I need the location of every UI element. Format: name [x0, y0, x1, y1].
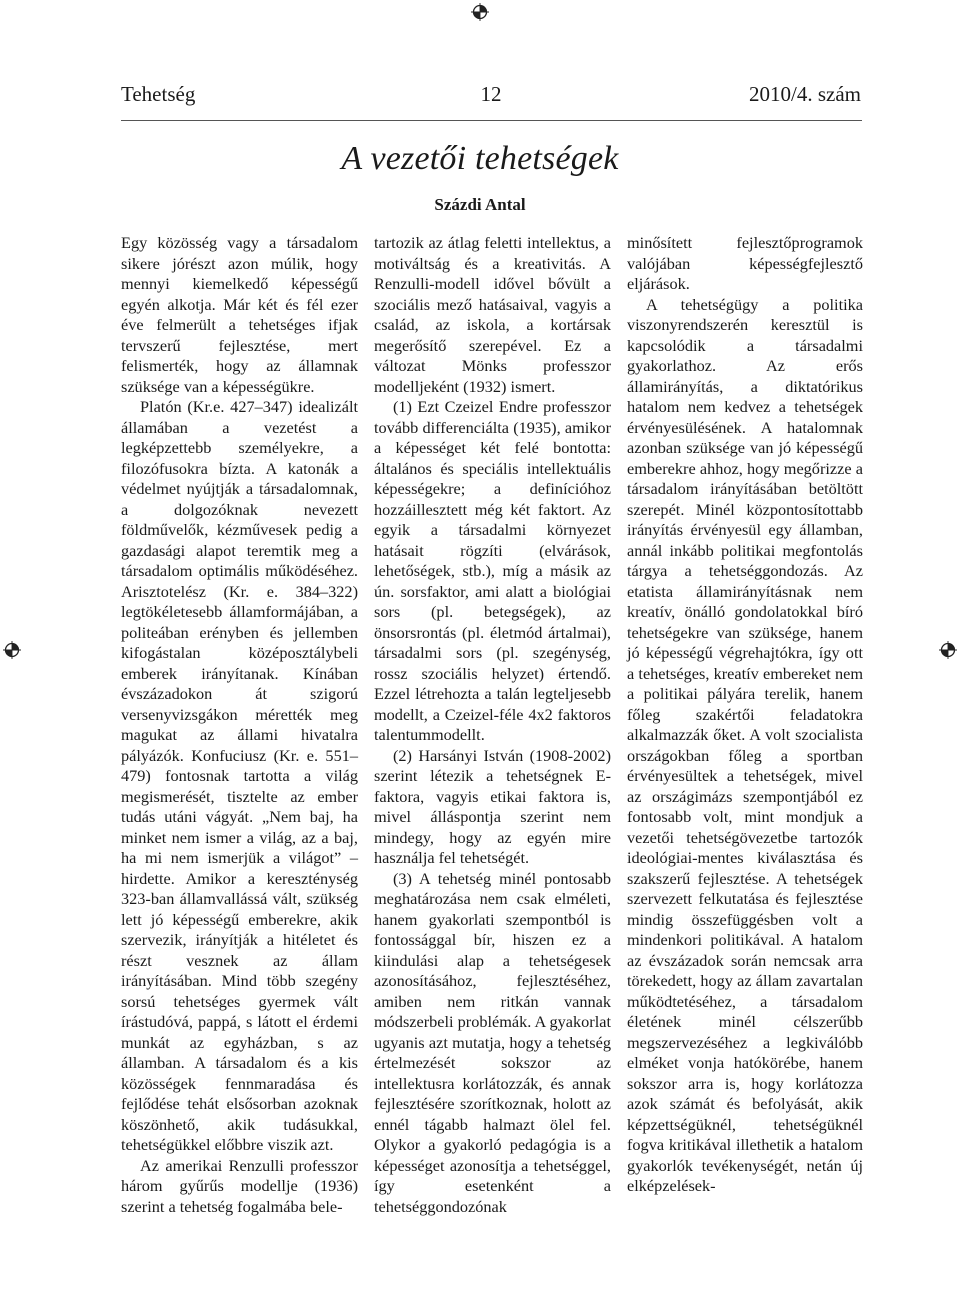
paragraph: Az amerikai Renzulli professzor három gyűrűs modellje (1936) szerint a tehetség fogalmába bele- — [121, 1155, 358, 1216]
header-rule — [121, 120, 862, 121]
registration-mark-icon — [939, 641, 957, 659]
paragraph: Platón (Kr.e. 427–347) idealizált államában a vezetést a legképzettebb személyekre, a filozófusokra bízta. A katonák a védelmet nyújtják a társadalomnak, a dolgozóknak nevezett földművelők, kézművesek pedig a gazdasági alapot teremtik meg a társadalom optimális működéséhez. Arisztotelész (Kr. e. 384–322) legtökéletesebb államformájában, a politeában erényben és jellemben kifogástalan középosztálybeli emberek irányítanak. Kínában évszázadokon át szigorú versenyvizsgákon mérették meg magukat az állami hivatalra pályázók. Konfuciusz (Kr. e. 551–479) fontosnak tartotta a világ megismerését, tisztelte az ember tudás utáni vágyát. „Nem baj, ha minket nem ismer a világ, az a baj, ha mi nem ismerjük a világot” – hirdette. Amikor a kereszténység 323-ban államvallássá vált, szükség lett jó képességű emberekre, akik szervezik, irányítják a hitéletet és részt vesznek az állam irányításában. Mind több szegény sorsú tehetséges gyermek vált írástudóvá, pappá, s látott el érdemi munkát az egyházban, s az államban. A társadalom és a kis közösségek fennmaradása és fejlődése tehát elsősorban azoknak köszönhető, akik tudásukkal, tehetségükkel előbbre viszik azt. — [121, 397, 358, 1154]
paragraph: (1) Ezt Czeizel Endre professzor tovább differenciálta (1935), amikor a képességet két felé bontotta: általános és speciális intellektuális képességekre; a definícióhoz hozzáillesztett még két faktort. Az egyik a társadalmi környezet hatásait rögzíti (elvárások, lehetőségek, stb.), míg a másik az ún. sorsfaktor, ami alatt a biológiai sors (pl. betegségek), az önsorsrontás (pl. életmód ártalmai), társadalmi sors (pl. szegénység, rossz szociális helyzet) értendő. Ezzel létrehozta a talán legteljesebb modellt, a Czeizel-féle 4x2 faktoros talentummodellt. — [374, 397, 611, 744]
paragraph: tartozik az átlag feletti intellektus, a motiváltság és a kreativitás. A Renzulli-modell idővel bővült a szociális mező hatásaival, vagyis a család, az iskola, a kortársak megerősítő szerepével. Ez a változat Mönks professzor modelljeként (1932) ismert. — [374, 233, 611, 396]
paragraph: minősített fejlesztőprogramok valójában képességfejlesztő eljárások. — [627, 233, 863, 293]
paragraph: A tehetségügy a politika viszonyrendszerén keresztül is kapcsolódik a társadalmi gyakorlathoz. Az erős államirányítás, a diktatórikus hatalom nem kedvez a tehetségek érvényesülésének. A hatalomnak azonban szüksége van jó képességű emberekre ahhoz, hogy megőrizze a társadalom irányításában betöltött szerepét. Minél központosítottabb irányítás érvényesül egy államban, annál inkább politikai megfontolás tárgya a tehetséggondozás. Az etatista államirányításnak nem kreatív, önálló gondolatokkal bíró tehetségekre van szüksége, hanem jó képességű végrehajtókra, így ott a tehetséges, kreatív embereket nem a politikai pályára terelik, hanem főleg szakértői feladatokra alkalmazzák őket. A volt szocialista országokban főleg a sportban érvényesültek a tehetségek, mivel az országimázs szempontjából ez fontosabb volt, mint mondjuk a vezetői tehetségövezetbe tartozók ideológiai-mentes kiválasztása és szakszerű fejlesztése. A tehetségek szervezett felkutatása és fejlesztése mindig összefüggésben volt a mindenkori politikával. A hatalom az évszázadok során nemcsak arra törekedett, hogy az állam zavartalan működtetéséhez, a társadalom életének minél célszerűbb megszervezéséhez a legkiválóbb elméket vonja hatókörébe, hanem sokszor arra is, hogy korlátozza azok számát és befolyását, akik képzettségüknél, tehetségüknél fogva kritikával illethetik a hatalom gyakorlók tevékenységét, netán új elképzelések- — [627, 294, 863, 1195]
journal-name: Tehetség — [121, 82, 196, 106]
text-column-1 — [121, 233, 358, 1217]
article-author: Százdi Antal — [434, 195, 526, 214]
paragraph: (2) Harsányi István (1908-2002) szerint létezik a tehetségnek E-faktora, vagyis etikai faktora is, mivel álláspontja szerint nem mindegy, hogy az egyén mire használja fel tehetségét. — [374, 745, 611, 867]
article-title: A vezetői tehetségek — [341, 140, 619, 177]
paragraph: (3) A tehetség minél pontosabb meghatározása nem csak elméleti, hanem gyakorlati szempontból is fontossággal bír, hiszen ez a kiindulási alap a tehetségesek azonosításához, fejlesztéséhez, amiben nem ritkán vannak módszerbeli problémák. A gyakorlat ugyanis azt mutatja, hogy a tehetség értelmezését sokszor az intellektusra korlátozzák, és annak fejlesztésére szorítkoznak, holott az ennél tágabb halmazt ölel fel. Olykor a gyakorló pedagógia is a képességet azonosítja a tehetséggel, így esetenként a tehetséggondozónak — [374, 868, 611, 1216]
text-column-3 — [627, 233, 863, 1197]
paragraph: Egy közösség vagy a társadalom sikere jórészt azon múlik, hogy mennyi kiemelkedő képességű egyén alkotja. Már két és fél ezer éve felmerült a tehetséges ifjak tervszerű fejlesztése, mert felismerték, hogy az államnak szüksége van a képességükre. — [121, 233, 358, 396]
registration-mark-icon — [471, 3, 489, 21]
registration-mark-icon — [3, 641, 21, 659]
text-column-2 — [374, 233, 611, 1217]
issue-number: 2010/4. szám — [749, 82, 861, 106]
page-number: 12 — [480, 82, 502, 106]
running-head — [121, 82, 861, 110]
